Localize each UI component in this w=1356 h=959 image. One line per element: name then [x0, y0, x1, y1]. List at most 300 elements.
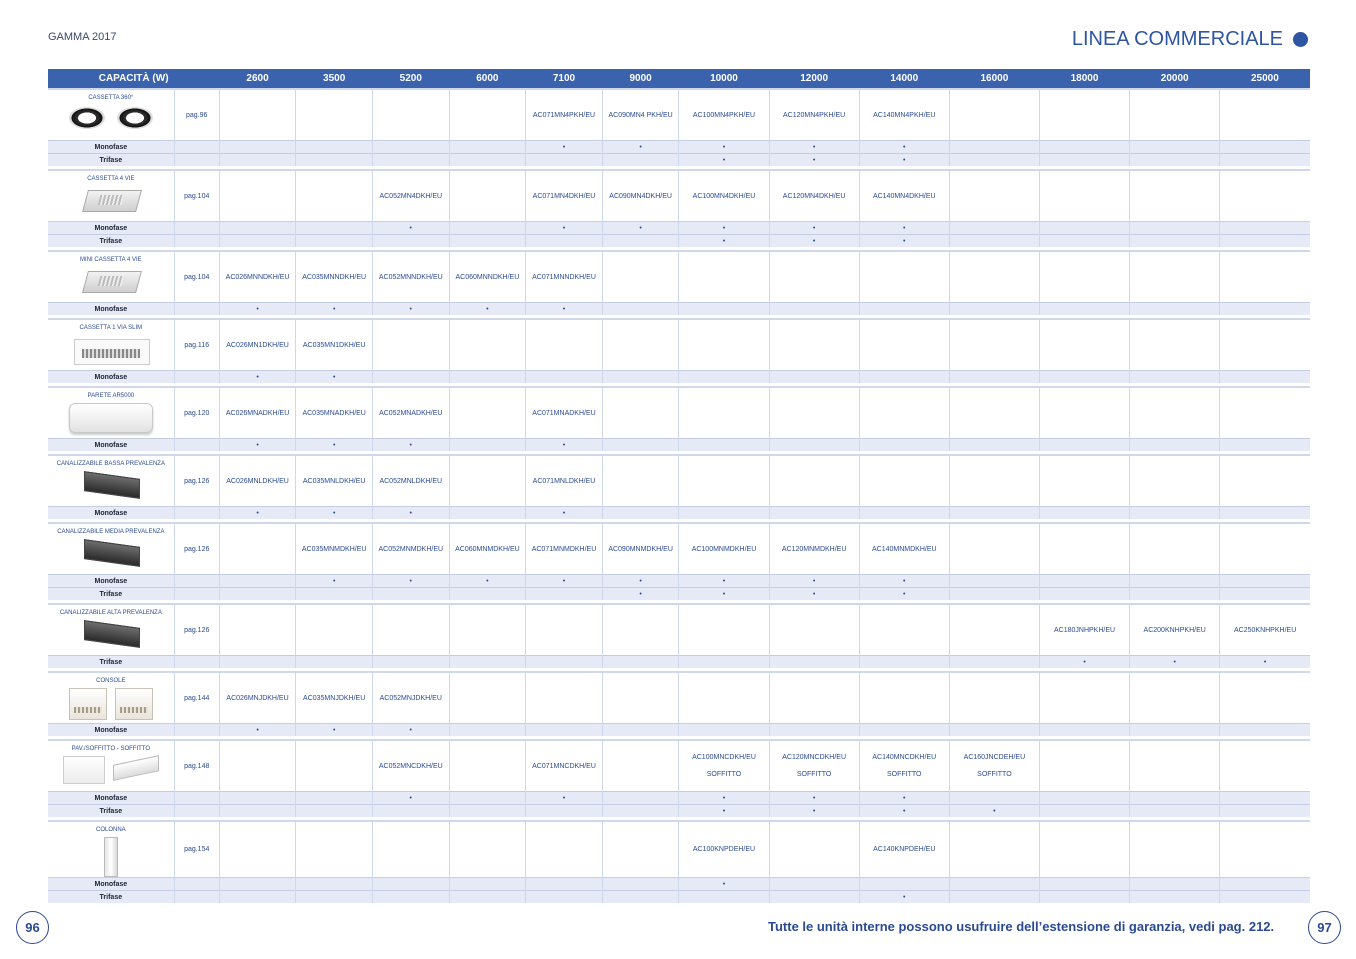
product-name: PARETE AR5000	[87, 393, 135, 399]
capacity-header: CAPACITÀ (W)	[48, 69, 219, 89]
capacity-column-header: 2600	[219, 69, 296, 89]
availability-mark	[219, 891, 296, 904]
phase-empty-cell	[174, 878, 219, 891]
model-code: AC026MNADKH/EU	[225, 409, 290, 417]
model-cell	[949, 170, 1039, 222]
model-code: AC250KNHPKH/EU	[1234, 626, 1297, 634]
page-reference: pag.96	[174, 89, 219, 141]
product-row	[48, 89, 1310, 141]
availability-mark: •	[526, 141, 603, 154]
model-cell	[372, 740, 449, 792]
capacity-column-header: 6000	[449, 69, 526, 89]
model-cell	[526, 740, 603, 792]
availability-mark	[949, 878, 1039, 891]
model-cell	[526, 455, 603, 507]
model-cell	[679, 89, 769, 141]
product-cell	[48, 251, 174, 303]
model-cell	[449, 170, 526, 222]
availability-mark	[1039, 507, 1129, 520]
availability-mark: •	[296, 507, 373, 520]
availability-mark	[769, 507, 859, 520]
product-name: CASSETTA 1 VIA SLIM	[79, 325, 143, 331]
console-icon	[115, 688, 153, 720]
duct-unit-icon	[80, 539, 142, 567]
model-cell	[219, 672, 296, 724]
availability-mark	[949, 656, 1039, 669]
availability-mark	[449, 222, 526, 235]
model-cell	[602, 821, 679, 878]
availability-mark: •	[1130, 656, 1220, 669]
availability-mark	[526, 878, 603, 891]
model-cell	[449, 740, 526, 792]
model-cell	[372, 89, 449, 141]
availability-mark	[1220, 371, 1310, 384]
availability-mark: •	[859, 588, 949, 601]
availability-mark	[769, 656, 859, 669]
model-code: AC100MN4DKH/EU	[692, 192, 756, 200]
availability-mark: •	[449, 575, 526, 588]
model-cell	[679, 387, 769, 439]
availability-mark: •	[679, 575, 769, 588]
availability-mark	[296, 792, 373, 805]
model-cell	[769, 672, 859, 724]
model-cell	[949, 672, 1039, 724]
availability-mark	[949, 439, 1039, 452]
availability-mark	[372, 805, 449, 818]
model-cell	[372, 604, 449, 656]
model-cell	[372, 523, 449, 575]
availability-mark	[526, 805, 603, 818]
product-images	[48, 267, 174, 295]
model-cell	[1039, 89, 1129, 141]
availability-mark	[219, 805, 296, 818]
model-cell	[526, 523, 603, 575]
model-cell	[679, 672, 769, 724]
product-table	[48, 69, 1310, 903]
product-row	[48, 821, 1310, 878]
model-code: AC120MN4DKH/EU	[782, 192, 846, 200]
page-reference: pag.144	[174, 672, 219, 724]
model-cell	[679, 319, 769, 371]
availability-mark: •	[679, 792, 769, 805]
availability-mark	[1130, 371, 1220, 384]
availability-mark: •	[372, 724, 449, 737]
availability-mark	[1039, 575, 1129, 588]
availability-mark	[296, 805, 373, 818]
availability-mark	[1039, 588, 1129, 601]
availability-mark	[449, 235, 526, 248]
availability-mark	[1130, 724, 1220, 737]
product-images	[48, 105, 174, 131]
model-cell	[296, 740, 373, 792]
product-row	[48, 672, 1310, 724]
range-label: GAMMA 2017	[48, 31, 117, 43]
model-code: AC035MNMDKH/EU	[301, 545, 367, 553]
availability-mark: •	[859, 891, 949, 904]
model-cell	[949, 251, 1039, 303]
availability-mark	[1220, 303, 1310, 316]
availability-mark	[1220, 891, 1310, 904]
page-reference: pag.104	[174, 251, 219, 303]
availability-mark	[1039, 222, 1129, 235]
model-cell	[526, 387, 603, 439]
availability-mark	[526, 371, 603, 384]
page-reference: pag.154	[174, 821, 219, 878]
availability-mark	[602, 891, 679, 904]
availability-mark: •	[219, 371, 296, 384]
model-cell	[679, 170, 769, 222]
capacity-column-header: 16000	[949, 69, 1039, 89]
model-code: AC140MNCDKH/EU	[872, 754, 937, 761]
model-code: AC100MN4PKH/EU	[692, 111, 756, 119]
availability-mark	[949, 235, 1039, 248]
model-cell	[449, 455, 526, 507]
phase-empty-cell	[174, 656, 219, 669]
model-cell	[1039, 604, 1129, 656]
model-cell	[372, 821, 449, 878]
availability-mark	[1130, 507, 1220, 520]
availability-mark	[1220, 222, 1310, 235]
product-cell	[48, 89, 174, 141]
model-cell	[1039, 740, 1129, 792]
model-cell	[859, 251, 949, 303]
availability-mark	[1039, 235, 1129, 248]
availability-mark	[1130, 805, 1220, 818]
availability-mark	[1130, 792, 1220, 805]
model-code: AC160JNCDEH/EU	[963, 754, 1026, 761]
model-cell	[679, 523, 769, 575]
availability-mark	[296, 656, 373, 669]
model-code: AC090MNMDKH/EU	[608, 545, 673, 553]
model-code: AC071MNLDKH/EU	[532, 477, 596, 485]
product-cell	[48, 523, 174, 575]
model-note: SOFFITTO	[977, 771, 1012, 778]
model-code: AC035MNJDKH/EU	[303, 694, 366, 702]
availability-mark	[219, 792, 296, 805]
phase-empty-cell	[174, 235, 219, 248]
model-cell	[219, 170, 296, 222]
availability-mark	[449, 439, 526, 452]
product-row	[48, 455, 1310, 507]
model-cell	[769, 251, 859, 303]
model-note: SOFFITTO	[887, 771, 922, 778]
availability-mark: •	[859, 792, 949, 805]
phase-label: Trifase	[48, 891, 174, 904]
availability-mark	[1220, 154, 1310, 167]
phase-empty-cell	[174, 141, 219, 154]
slim-cassette-icon	[74, 335, 148, 365]
availability-mark	[949, 371, 1039, 384]
phase-label: Monofase	[48, 507, 174, 520]
availability-mark	[949, 588, 1039, 601]
model-cell	[296, 523, 373, 575]
page-reference: pag.148	[174, 740, 219, 792]
ceiling-icon	[113, 756, 159, 784]
model-cell	[296, 387, 373, 439]
model-code: AC100MNMDKH/EU	[691, 545, 757, 553]
availability-mark	[679, 891, 769, 904]
phase-row	[48, 891, 1310, 904]
availability-mark: •	[679, 588, 769, 601]
model-code: AC090MN4DKH/EU	[609, 192, 672, 200]
product-name: PAV./SOFFITTO - SOFFITTO	[71, 746, 151, 752]
product-cell	[48, 604, 174, 656]
availability-mark	[679, 439, 769, 452]
phase-empty-cell	[174, 303, 219, 316]
availability-mark	[1039, 371, 1129, 384]
availability-mark: •	[602, 588, 679, 601]
model-code: AC140MNMDKH/EU	[871, 545, 937, 553]
phase-row	[48, 222, 1310, 235]
phase-label: Trifase	[48, 154, 174, 167]
model-code: AC180JNHPKH/EU	[1054, 626, 1116, 634]
model-cell	[859, 455, 949, 507]
capacity-column-header: 12000	[769, 69, 859, 89]
model-cell	[602, 523, 679, 575]
availability-mark	[769, 724, 859, 737]
product-name: CANALIZZABILE BASSA PREVALENZA	[56, 461, 165, 467]
model-code: AC052MNADKH/EU	[379, 409, 443, 417]
model-cell	[769, 319, 859, 371]
model-code: AC071MNADKH/EU	[532, 409, 596, 417]
availability-mark	[859, 439, 949, 452]
capacity-column-header: 10000	[679, 69, 769, 89]
availability-mark	[219, 588, 296, 601]
model-cell	[602, 455, 679, 507]
availability-mark	[372, 141, 449, 154]
model-cell	[219, 821, 296, 878]
model-cell	[1220, 455, 1310, 507]
model-cell	[449, 319, 526, 371]
availability-mark	[372, 371, 449, 384]
availability-mark: •	[769, 575, 859, 588]
availability-mark	[449, 588, 526, 601]
availability-mark	[1220, 235, 1310, 248]
model-code: AC060MNMDKH/EU	[455, 545, 520, 553]
model-cell	[769, 523, 859, 575]
availability-mark	[679, 371, 769, 384]
duct-unit-icon	[80, 471, 142, 499]
model-cell	[1130, 319, 1220, 371]
product-images	[48, 471, 174, 499]
capacity-column-header: 5200	[372, 69, 449, 89]
phase-empty-cell	[174, 222, 219, 235]
availability-mark	[1220, 878, 1310, 891]
model-cell	[1130, 89, 1220, 141]
availability-mark	[949, 792, 1039, 805]
phase-row	[48, 303, 1310, 316]
phase-label: Monofase	[48, 303, 174, 316]
availability-mark	[296, 235, 373, 248]
model-cell	[679, 455, 769, 507]
model-cell	[372, 455, 449, 507]
phase-label: Monofase	[48, 878, 174, 891]
model-cell	[372, 319, 449, 371]
availability-mark	[296, 222, 373, 235]
model-cell	[1039, 455, 1129, 507]
model-cell	[769, 387, 859, 439]
model-cell	[949, 89, 1039, 141]
model-cell	[679, 604, 769, 656]
availability-mark: •	[372, 303, 449, 316]
availability-mark	[372, 154, 449, 167]
availability-mark: •	[526, 575, 603, 588]
availability-mark	[1130, 154, 1220, 167]
wall-unit-icon	[69, 403, 153, 433]
product-rows	[48, 89, 1310, 903]
availability-mark	[219, 656, 296, 669]
model-code: AC090MN4 PKH/EU	[608, 111, 673, 119]
phase-empty-cell	[174, 891, 219, 904]
phase-row	[48, 154, 1310, 167]
availability-mark	[1039, 891, 1129, 904]
model-cell	[372, 672, 449, 724]
page-title	[1072, 28, 1308, 51]
model-cell	[219, 604, 296, 656]
availability-mark: •	[769, 235, 859, 248]
product-name: COLONNA	[96, 827, 126, 833]
availability-mark	[949, 891, 1039, 904]
availability-mark	[526, 154, 603, 167]
availability-mark: •	[679, 878, 769, 891]
phase-label: Monofase	[48, 141, 174, 154]
product-row	[48, 251, 1310, 303]
availability-mark	[1130, 235, 1220, 248]
model-code: AC071MNCDKH/EU	[532, 762, 596, 770]
availability-mark	[1220, 439, 1310, 452]
availability-mark: •	[372, 439, 449, 452]
model-cell	[859, 523, 949, 575]
model-cell	[296, 672, 373, 724]
model-code: AC140MN4DKH/EU	[872, 192, 936, 200]
availability-mark: •	[372, 792, 449, 805]
model-cell	[1039, 170, 1129, 222]
availability-mark	[679, 656, 769, 669]
phase-row	[48, 805, 1310, 818]
availability-mark	[679, 724, 769, 737]
phase-label: Trifase	[48, 588, 174, 601]
phase-label: Monofase	[48, 792, 174, 805]
availability-mark: •	[219, 439, 296, 452]
availability-mark	[1130, 891, 1220, 904]
floor-standing-icon	[104, 837, 118, 877]
model-code: AC071MN4DKH/EU	[532, 192, 596, 200]
availability-mark	[219, 235, 296, 248]
model-cell	[372, 387, 449, 439]
page-title-text: LINEA COMMERCIALE	[1071, 28, 1283, 50]
availability-mark: •	[449, 303, 526, 316]
availability-mark	[949, 141, 1039, 154]
round-cassette-icon	[67, 105, 107, 131]
product-images	[48, 688, 174, 720]
model-cell	[949, 604, 1039, 656]
model-cell	[449, 604, 526, 656]
model-cell	[602, 740, 679, 792]
capacity-column-header: 25000	[1220, 69, 1310, 89]
availability-mark	[1220, 724, 1310, 737]
availability-mark	[1220, 792, 1310, 805]
model-cell	[219, 387, 296, 439]
capacity-column-header: 14000	[859, 69, 949, 89]
availability-mark: •	[859, 235, 949, 248]
model-code: AC060MNNDKH/EU	[455, 273, 520, 281]
model-cell	[949, 319, 1039, 371]
model-code: AC052MNNDKH/EU	[378, 273, 443, 281]
availability-mark	[1130, 439, 1220, 452]
availability-mark	[1130, 222, 1220, 235]
availability-mark	[1039, 724, 1129, 737]
product-images	[48, 403, 174, 433]
availability-mark	[1039, 154, 1129, 167]
duct-unit-icon	[80, 620, 142, 648]
product-images	[48, 335, 174, 365]
availability-mark	[449, 792, 526, 805]
availability-mark	[449, 891, 526, 904]
availability-mark	[769, 878, 859, 891]
availability-mark	[859, 724, 949, 737]
phase-row	[48, 575, 1310, 588]
model-code: AC026MNLDKH/EU	[226, 477, 289, 485]
page-reference: pag.104	[174, 170, 219, 222]
availability-mark: •	[949, 805, 1039, 818]
product-images	[48, 620, 174, 648]
model-cell	[949, 821, 1039, 878]
availability-mark	[602, 154, 679, 167]
model-cell	[296, 821, 373, 878]
availability-mark	[602, 724, 679, 737]
availability-mark: •	[859, 222, 949, 235]
availability-mark	[1220, 575, 1310, 588]
availability-mark	[949, 222, 1039, 235]
availability-mark: •	[859, 575, 949, 588]
model-cell	[769, 170, 859, 222]
product-cell	[48, 319, 174, 371]
model-code: AC120MN4PKH/EU	[782, 111, 846, 119]
availability-mark	[1220, 141, 1310, 154]
model-cell	[1130, 604, 1220, 656]
availability-mark	[449, 371, 526, 384]
model-cell	[602, 672, 679, 724]
availability-mark	[949, 303, 1039, 316]
model-code: AC200KNHPKH/EU	[1143, 626, 1206, 634]
availability-mark: •	[1220, 656, 1310, 669]
model-cell	[1220, 319, 1310, 371]
availability-mark	[602, 371, 679, 384]
model-cell	[1039, 821, 1129, 878]
phase-empty-cell	[174, 588, 219, 601]
availability-mark: •	[769, 805, 859, 818]
availability-mark: •	[372, 575, 449, 588]
phase-label: Monofase	[48, 575, 174, 588]
availability-mark	[449, 878, 526, 891]
phase-empty-cell	[174, 805, 219, 818]
availability-mark: •	[602, 575, 679, 588]
availability-mark: •	[679, 141, 769, 154]
model-cell	[219, 455, 296, 507]
availability-mark: •	[859, 805, 949, 818]
availability-mark: •	[296, 575, 373, 588]
availability-mark	[219, 154, 296, 167]
model-code: AC052MNJDKH/EU	[379, 694, 442, 702]
availability-mark	[219, 141, 296, 154]
availability-mark	[679, 507, 769, 520]
availability-mark	[372, 878, 449, 891]
phase-empty-cell	[174, 724, 219, 737]
phase-row	[48, 656, 1310, 669]
availability-mark: •	[296, 371, 373, 384]
model-code: AC140MN4PKH/EU	[873, 111, 936, 119]
availability-mark	[296, 588, 373, 601]
